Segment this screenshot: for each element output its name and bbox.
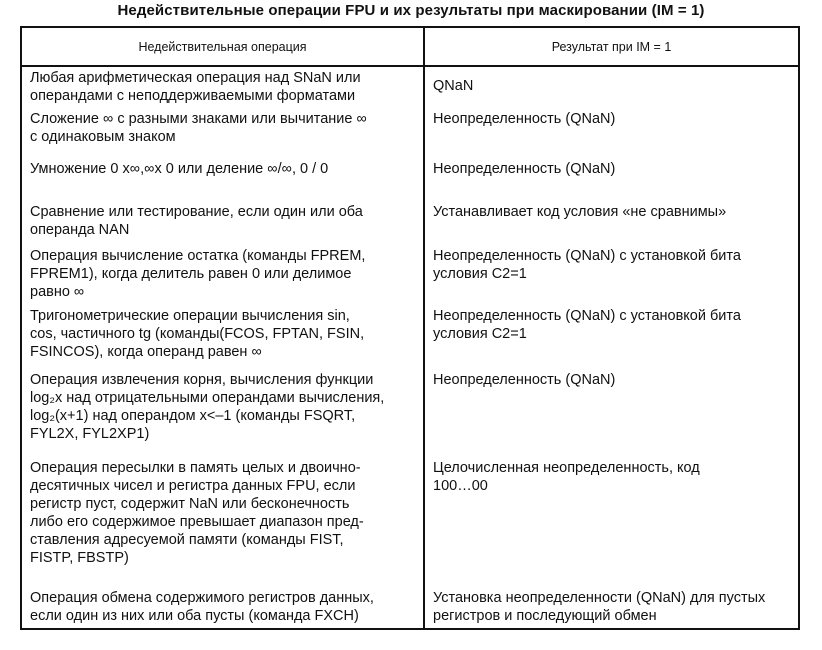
result-line: Устанавливает код условия «не сравнимы» bbox=[433, 204, 727, 220]
table-row bbox=[21, 369, 799, 457]
result-line: QNaN bbox=[433, 78, 474, 94]
operation-line: Операция обмена содержимого регистров данных, bbox=[30, 590, 374, 606]
operation-cell bbox=[21, 201, 424, 245]
operation-cell bbox=[21, 66, 424, 108]
result-cell bbox=[424, 369, 799, 457]
result-cell bbox=[424, 457, 799, 587]
operation-line: Операция извлечения корня, вычисления функции bbox=[30, 372, 374, 388]
result-line: условия С2=1 bbox=[433, 326, 527, 342]
operation-line: Сложение ∞ с разными знаками или вычитание ∞ bbox=[30, 111, 367, 127]
operation-line: операнда NAN bbox=[30, 222, 130, 238]
operation-cell bbox=[21, 457, 424, 587]
operation-line: либо его содержимое превышает диапазон пред- bbox=[30, 514, 364, 530]
operation-line: Сравнение или тестирование, если один или оба bbox=[30, 204, 363, 220]
result-line: Неопределенность (QNaN) с установкой бита bbox=[433, 248, 741, 264]
result-cell bbox=[424, 587, 799, 629]
operation-line: Операция вычисление остатка (команды FPREM, bbox=[30, 248, 366, 264]
header-row bbox=[21, 27, 799, 66]
operation-line: равно ∞ bbox=[30, 284, 85, 300]
table-row bbox=[21, 158, 799, 201]
result-cell bbox=[424, 108, 799, 158]
operation-cell bbox=[21, 245, 424, 305]
result-line: Установка неопределенности (QNaN) для пустых bbox=[433, 590, 766, 606]
operation-cell bbox=[21, 108, 424, 158]
operation-cell bbox=[21, 158, 424, 201]
table-row bbox=[21, 245, 799, 305]
operation-line: log₂(x+1) над операндом x<–1 (команды FSQRT, bbox=[30, 408, 356, 424]
result-line: регистров и последующий обмен bbox=[433, 608, 657, 624]
operation-line: log₂x над отрицательными операндами вычисления, bbox=[30, 390, 385, 406]
operation-cell bbox=[21, 587, 424, 629]
result-cell bbox=[424, 305, 799, 369]
table-row bbox=[21, 66, 799, 108]
table-row bbox=[21, 108, 799, 158]
operation-line: ставления адресуемой памяти (команды FIST, bbox=[30, 532, 344, 548]
result-line: 100…00 bbox=[433, 478, 488, 494]
result-cell bbox=[424, 245, 799, 305]
result-cell bbox=[424, 66, 799, 108]
table-row bbox=[21, 587, 799, 629]
operation-line: cos, частичного tg (команды(FCOS, FPTAN, FSIN, bbox=[30, 326, 365, 342]
operation-line: FISTP, FBSTP) bbox=[30, 550, 129, 566]
result-line: условия С2=1 bbox=[433, 266, 527, 282]
table-row bbox=[21, 305, 799, 369]
table-title: Недействительные операции FPU и их результаты при маскировании (IM = 1) bbox=[117, 2, 705, 19]
operation-line: Тригонометрические операции вычисления sin, bbox=[30, 308, 350, 324]
operation-line: Умножение 0 x∞,∞x 0 или деление ∞/∞, 0 / 0 bbox=[30, 161, 329, 177]
header-result: Результат при IM = 1 bbox=[424, 27, 799, 66]
result-line: Неопределенность (QNaN) bbox=[433, 111, 616, 127]
result-line: Неопределенность (QNaN) bbox=[433, 372, 616, 388]
operation-line: FYL2X, FYL2XP1) bbox=[30, 426, 150, 442]
operation-line: с одинаковым знаком bbox=[30, 129, 176, 145]
operation-line: операндами с неподдерживаемыми форматами bbox=[30, 88, 356, 104]
operation-cell bbox=[21, 369, 424, 457]
result-line: Неопределенность (QNaN) bbox=[433, 161, 616, 177]
result-line: Неопределенность (QNaN) с установкой бита bbox=[433, 308, 741, 324]
operation-line: если один из них или оба пусты (команда FXCH) bbox=[30, 608, 359, 624]
header-operation: Недействительная операция bbox=[21, 27, 424, 66]
table-row bbox=[21, 457, 799, 587]
result-cell bbox=[424, 158, 799, 201]
result-line: Целочисленная неопределенность, код bbox=[433, 460, 700, 476]
result-cell bbox=[424, 201, 799, 245]
operation-line: FPREM1), когда делитель равен 0 или делимое bbox=[30, 266, 352, 282]
operation-line: регистр пуст, содержит NaN или бесконечность bbox=[30, 496, 350, 512]
operation-cell bbox=[21, 305, 424, 369]
operation-line: FSINCOS), когда операнд равен ∞ bbox=[30, 344, 262, 360]
table-row bbox=[21, 201, 799, 245]
operation-line: Операция пересылки в память целых и двоично- bbox=[30, 460, 361, 476]
operation-line: Любая арифметическая операция над SNaN или bbox=[30, 70, 361, 86]
operation-line: десятичных чисел и регистра данных FPU, если bbox=[30, 478, 356, 494]
invalid-operations-table bbox=[20, 26, 800, 630]
